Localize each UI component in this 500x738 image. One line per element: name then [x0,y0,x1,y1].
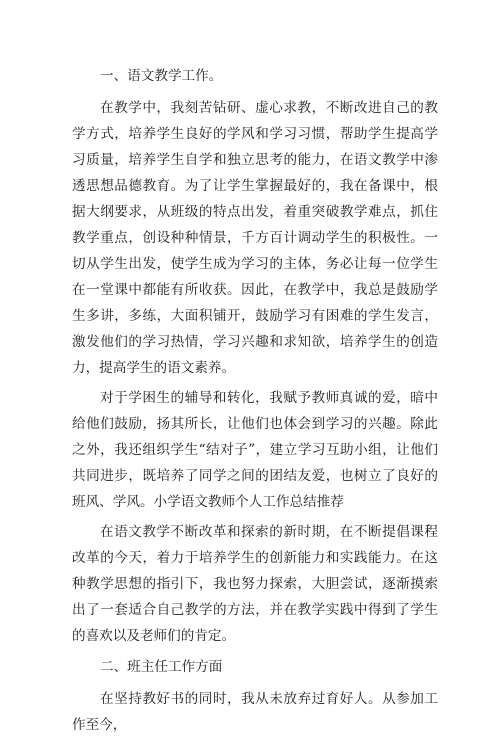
section-heading-class-teacher: 二、班主任工作方面 [100,659,223,675]
paragraph-reform: 在语文教学不断改革和探索的新时期，在不断提倡课程改革的今天，着力于培养学生的创新能力和实践能力。在这种教学思想的指引下，我也努力探索，大胆尝试，逐渐摸索出了一套适合自己教学的方法，并在教学实践中得到了学生的喜欢以及老师们的肯定。 [72,524,438,644]
section-heading-teaching: 一、语文教学工作。 [100,68,223,84]
paragraph-class-teacher-work: 在坚持教好书的同时，我从未放弃过育好人。从参加工作至今， [72,691,438,733]
paragraph-teaching-methods: 在教学中，我刻苦钻研、虚心求教，不断改进自己的教学方式，培养学生良好的学风和学习习惯，帮助学生提高学习质量，培养学生自学和独立思考的能力，在语文教学中渗透思想品德教育。为了让学生掌握最好的，我在备课中，根据大纲要求，从班级的特点出发，着重突破教学难点，抓住教学重点，创设种种情景，千方百计调动学生的积极性。一切从学生出发，使学生成为学习的主体，务必让每一位学生在一堂课中都能有所收获。因此，在教学中，我总是鼓励学生多讲，多练，大面积铺开，鼓励学习有困难的学生发言，激发他们的学习热情，学习兴趣和求知欲，培养学生的创造力，提高学生的语文素养。 [72,100,438,376]
paragraph-struggling-students: 对于学困生的辅导和转化，我赋予教师真诚的爱，暗中给他们鼓励，扬其所长，让他们也体会到学习的兴趣。除此之外，我还组织学生“结对子”，建立学习互助小组，让他们共同进步，既培养了同学之间的团结友爱，也树立了良好的班风、学风。小学语文教师个人工作总结推荐 [72,390,438,510]
